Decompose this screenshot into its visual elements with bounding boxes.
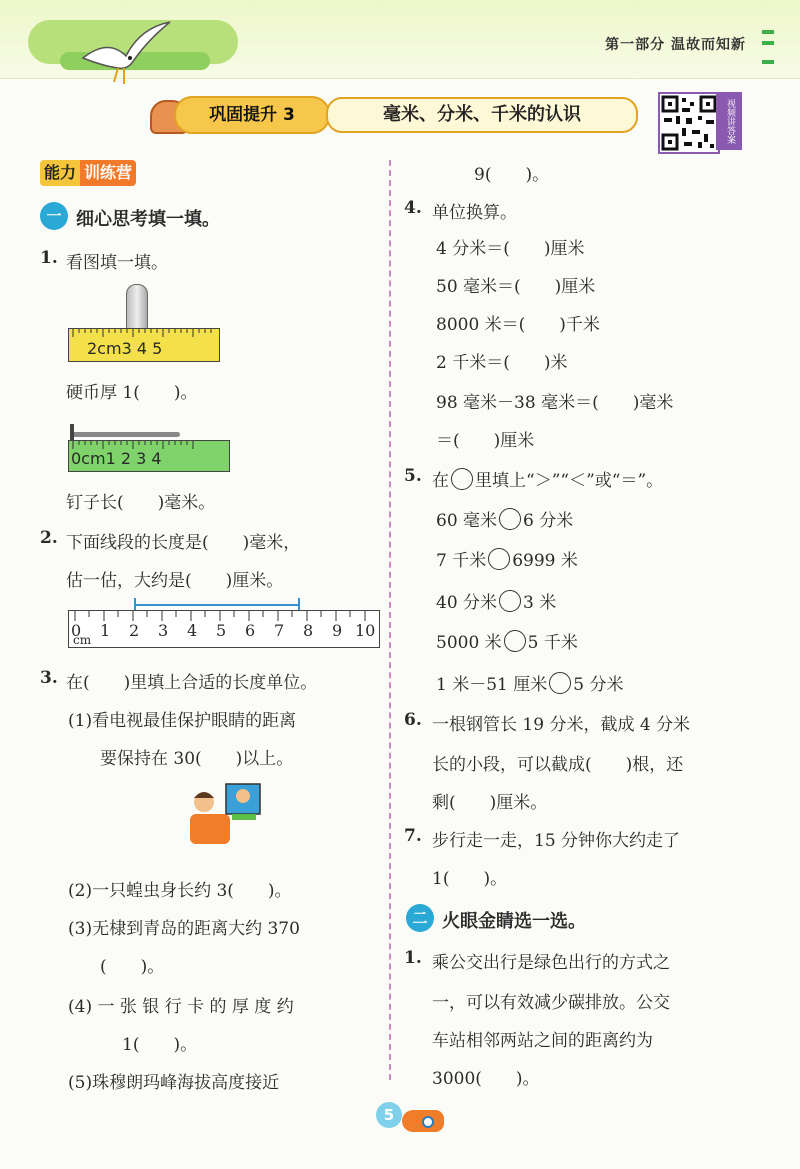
- question-text: 看图填一填。: [66, 253, 168, 273]
- nail-image: [72, 432, 180, 437]
- section-title: 细心思考填一填。: [76, 209, 220, 230]
- ruler-labels: 0cm1 2 3 4: [71, 449, 162, 468]
- compare-circle-input[interactable]: [504, 630, 526, 652]
- compare-line: [436, 670, 624, 695]
- ruler-labels: 2cm3 4 5: [87, 339, 163, 358]
- ruler-tick-label: 8: [303, 621, 314, 640]
- line-segment: [134, 604, 300, 606]
- conversion-line: 50 毫米＝( )厘米: [436, 277, 596, 297]
- seagull-illustration: [78, 18, 178, 88]
- ruler-unit: cm: [73, 633, 92, 647]
- compare-right: 5 分米: [573, 675, 624, 695]
- question-text: 单位换算。: [432, 203, 517, 223]
- question-text: 下面线段的长度是( )毫米，: [66, 533, 301, 553]
- submarine-icon: [402, 1110, 444, 1132]
- question-text: 1( )。: [432, 869, 508, 889]
- question-text: 乘公交出行是绿色出行的方式之: [432, 953, 670, 973]
- qr-code-icon: [660, 94, 718, 152]
- sub-question: (3)无棣到青岛的距离大约 370: [68, 919, 300, 939]
- lesson-title-left: 巩固提升 3: [174, 96, 330, 134]
- ruler-tick-label: 5: [216, 621, 227, 640]
- compare-circle-input[interactable]: [488, 548, 510, 570]
- conversion-line: ＝( )厘米: [436, 431, 535, 451]
- ruler-tick-label: 3: [158, 621, 169, 640]
- compare-line: [436, 546, 578, 571]
- sub-question: 1( )。: [122, 1035, 198, 1055]
- compare-left: 40 分米: [436, 593, 498, 613]
- question-text-post: 里填上“＞”“＜”或“＝”。: [475, 471, 664, 491]
- ruler-tick-label: 1: [100, 621, 111, 640]
- question-text: 剩( )厘米。: [432, 793, 548, 813]
- compare-circle-input[interactable]: [499, 590, 521, 612]
- conversion-line: 98 毫米－38 毫米＝( )毫米: [436, 393, 674, 413]
- question-number: 7.: [404, 826, 422, 846]
- question-text: 估一估，大约是( )厘米。: [66, 571, 284, 591]
- compare-right: 3 米: [523, 593, 557, 613]
- column-divider: [389, 160, 391, 1080]
- question-number: 3.: [40, 668, 58, 688]
- question-number: 4.: [404, 198, 422, 218]
- question-text-pre: 在: [432, 471, 449, 491]
- compare-line: [436, 588, 556, 613]
- badge-part2: 训练营: [80, 160, 136, 186]
- qr-label: 视频讲答案: [716, 92, 742, 150]
- ruler-tick-label: 2: [129, 621, 140, 640]
- part-title: 第一部分 温故而知新: [605, 37, 746, 53]
- question-text: 一根钢管长 19 分米，截成 4 分米: [432, 715, 691, 735]
- sub-question: (5)珠穆朗玛峰海拔高度接近: [68, 1073, 280, 1093]
- training-badge: [40, 160, 136, 186]
- question-line: 9( )。: [474, 165, 550, 185]
- question-number: 5.: [404, 466, 422, 486]
- compare-right: 6999 米: [512, 551, 578, 571]
- question-line: 钉子长( )毫米。: [66, 493, 216, 513]
- section-number-icon: 一: [40, 202, 68, 230]
- section-number-icon: 二: [406, 904, 434, 932]
- compare-left: 7 千米: [436, 551, 487, 571]
- question-number: 6.: [404, 710, 422, 730]
- qr-code[interactable]: [658, 92, 720, 154]
- page-number: 5: [376, 1102, 402, 1128]
- conversion-line: 4 分米＝( )厘米: [436, 239, 585, 259]
- ruler-image: [68, 440, 230, 472]
- ruler-ticks: [69, 329, 219, 339]
- tv-watching-illustration: [186, 780, 264, 850]
- ruler-image: [68, 610, 380, 648]
- ruler-tick-label: 4: [187, 621, 198, 640]
- conversion-line: 8000 米＝( )千米: [436, 315, 600, 335]
- question-number: 2.: [40, 528, 58, 548]
- question-text: 步行走一走，15 分钟你大约走了: [432, 831, 681, 851]
- compare-right: 6 分米: [523, 511, 574, 531]
- compare-circle-icon: [451, 468, 473, 490]
- sub-question: 要保持在 30( )以上。: [100, 749, 294, 769]
- lesson-title: [150, 96, 638, 136]
- question-text: [432, 466, 663, 491]
- question-text: 3000( )。: [432, 1069, 540, 1089]
- section-title: 火眼金睛选一选。: [442, 911, 586, 932]
- part-mark-icon: [762, 30, 774, 64]
- ruler-image: [68, 328, 220, 362]
- coin-image: [126, 284, 148, 332]
- sub-question: (4) 一 张 银 行 卡 的 厚 度 约: [68, 997, 294, 1017]
- compare-circle-input[interactable]: [549, 672, 571, 694]
- ruler-tick-label: 7: [274, 621, 285, 640]
- conversion-line: 2 千米＝( )米: [436, 353, 568, 373]
- compare-line: [436, 628, 578, 653]
- ruler-tick-label: 9: [332, 621, 343, 640]
- question-text: 长的小段，可以截成( )根，还: [432, 755, 684, 775]
- ruler-tick-label: 6: [245, 621, 256, 640]
- compare-line: [436, 506, 573, 531]
- compare-left: 1 米－51 厘米: [436, 675, 548, 695]
- compare-right: 5 千米: [527, 633, 578, 653]
- question-line: 硬币厚 1( )。: [66, 383, 198, 403]
- question-number: 1.: [40, 248, 58, 268]
- sub-question: ( )。: [100, 957, 165, 977]
- question-text: 车站相邻两站之间的距离约为: [432, 1031, 653, 1051]
- question-number: 1.: [404, 948, 422, 968]
- badge-part1: 能力: [40, 160, 80, 186]
- question-text: 在( )里填上合适的长度单位。: [66, 673, 318, 693]
- ruler-tick-label: 0: [71, 621, 82, 640]
- compare-left: 60 毫米: [436, 511, 498, 531]
- question-text: 一，可以有效减少碳排放。公交: [432, 993, 670, 1013]
- lesson-title-right: 毫米、分米、千米的认识: [326, 97, 638, 133]
- compare-circle-input[interactable]: [499, 508, 521, 530]
- compare-left: 5000 米: [436, 633, 502, 653]
- sub-question: (1)看电视最佳保护眼睛的距离: [68, 711, 297, 731]
- ruler-tick-label: 10: [355, 621, 376, 640]
- sub-question: (2)一只蝗虫身长约 3( )。: [68, 881, 292, 901]
